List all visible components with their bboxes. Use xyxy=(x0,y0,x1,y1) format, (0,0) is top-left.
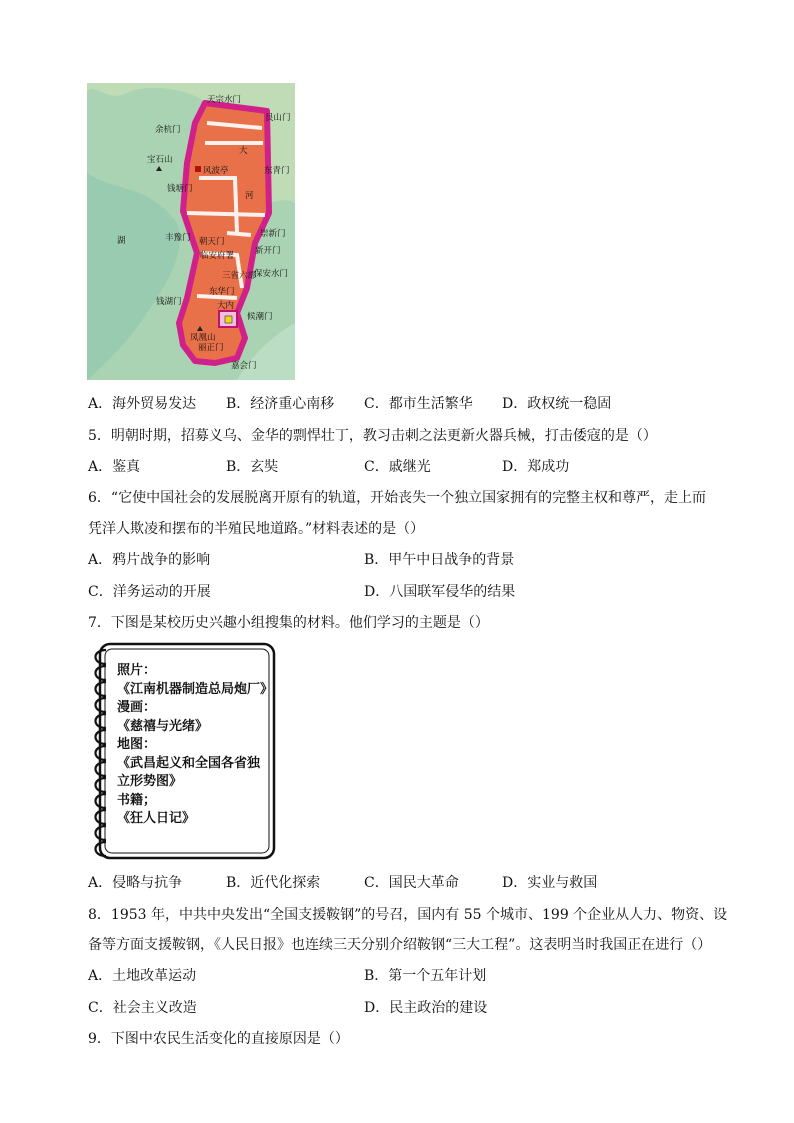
map-label: 宝石山 xyxy=(147,155,173,165)
q6-option-a[interactable]: A．鸦片战争的影响 xyxy=(88,552,211,568)
q8-stem-line1: 8．1953 年，中共中央发出“全国支援鞍钢”的号召，国内有 55 个城市、199 个企业从人力、物资、设 xyxy=(88,907,728,923)
notebook-line: 《江南机器制造总局炮厂》 xyxy=(117,681,274,697)
q8-option-c[interactable]: C．社会主义改造 xyxy=(88,1000,197,1016)
map-label: 河 xyxy=(245,191,254,201)
q8-option-a[interactable]: A．土地改革运动 xyxy=(88,968,197,984)
map-label: 候潮门 xyxy=(247,312,273,322)
q4-option-b[interactable]: B．经济重心南移 xyxy=(226,396,335,412)
q5-option-b[interactable]: B．玄奘 xyxy=(226,459,279,475)
q7-option-b[interactable]: B．近代化探索 xyxy=(226,875,321,891)
map-label: 新开门 xyxy=(255,246,281,256)
map-label: 余杭门 xyxy=(155,125,181,135)
map-label: 临安府署 xyxy=(200,251,235,261)
notebook-line: 立形势图》 xyxy=(117,774,183,789)
q9-stem: 9．下图中农民生活变化的直接原因是（） xyxy=(88,1031,349,1047)
q5-option-c[interactable]: C．戚继光 xyxy=(364,459,431,475)
q6-stem-line2: 凭洋人欺凌和摆布的半殖民地道路。”材料表述的是（） xyxy=(88,521,425,537)
notebook-line: 照片： xyxy=(117,663,157,678)
linan-city-map xyxy=(87,83,295,380)
q6-option-c[interactable]: C．洋务运动的开展 xyxy=(88,584,211,600)
map-label: 三省六部 xyxy=(222,271,257,281)
q6-option-d[interactable]: D．八国联军侵华的结果 xyxy=(364,584,516,600)
notebook-line: 地图： xyxy=(117,737,157,752)
q7-option-c[interactable]: C．国民大革命 xyxy=(364,875,459,891)
q6-option-b[interactable]: B．甲午中日战争的背景 xyxy=(364,552,515,568)
map-label: 嘉会门 xyxy=(231,361,257,371)
map-label: 大 xyxy=(239,146,248,156)
notebook-line: 漫画： xyxy=(117,700,157,715)
notebook-line: 《狂人日记》 xyxy=(117,811,196,826)
q6-stem-line1: 6．“它使中国社会的发展脱离开原有的轨道，开始丧失一个独立国家拥有的完整主权和尊严，走上而 xyxy=(88,490,707,506)
q7-option-d[interactable]: D．实业与救国 xyxy=(502,875,598,891)
q5-option-a[interactable]: A．鉴真 xyxy=(88,459,141,475)
map-label: 钱塘门 xyxy=(167,184,193,194)
q8-option-d[interactable]: D．民主政治的建设 xyxy=(364,1000,488,1016)
q7-option-a[interactable]: A．侵略与抗争 xyxy=(88,875,183,891)
map-label: 保安水门 xyxy=(254,269,289,279)
map-label: 东华门 xyxy=(209,287,235,297)
map-label: 丰豫门 xyxy=(165,233,191,243)
notebook-line: 书籍； xyxy=(117,792,157,808)
q5-option-d[interactable]: D．郑成功 xyxy=(502,459,570,475)
q8-stem-line2: 备等方面支援鞍钢，《人民日报》也连续三天分别介绍鞍钢“三大工程”。这表明当时我国正在进行（） xyxy=(88,937,712,953)
notebook-text xyxy=(117,662,273,829)
q7-stem: 7．下图是某校历史兴趣小组搜集的材料。他们学习的主题是（） xyxy=(88,615,489,631)
map-label: 钱湖门 xyxy=(156,297,182,307)
map-label: 艮山门 xyxy=(265,113,291,123)
map-label: 东青门 xyxy=(264,166,290,176)
q4-option-d[interactable]: D．政权统一稳固 xyxy=(502,396,612,412)
pavilion-icon xyxy=(195,166,201,172)
map-label: 丽正门 xyxy=(198,343,224,353)
map-label: 天宗水门 xyxy=(207,95,242,105)
map-label: 湖 xyxy=(117,236,126,246)
notebook-line: 《武昌起义和全国各省独 xyxy=(117,755,261,771)
map-label: 崇新门 xyxy=(260,229,286,239)
map-label: 朝天门 xyxy=(199,237,225,247)
q5-stem: 5．明朝时期，招募义乌、金华的剽悍壮丁，教习击刺之法更新火器兵械，打击倭寇的是（） xyxy=(88,428,657,444)
map-label: 大内 xyxy=(217,301,235,311)
q8-option-b[interactable]: B．第一个五年计划 xyxy=(364,968,487,984)
map-label: 风波亭 xyxy=(203,166,229,176)
q4-option-c[interactable]: C．都市生活繁华 xyxy=(364,396,473,412)
map-label: 凤凰山 xyxy=(190,333,216,343)
notebook-line: 《慈禧与光绪》 xyxy=(117,718,209,734)
q4-option-a[interactable]: A．海外贸易发达 xyxy=(88,396,197,412)
